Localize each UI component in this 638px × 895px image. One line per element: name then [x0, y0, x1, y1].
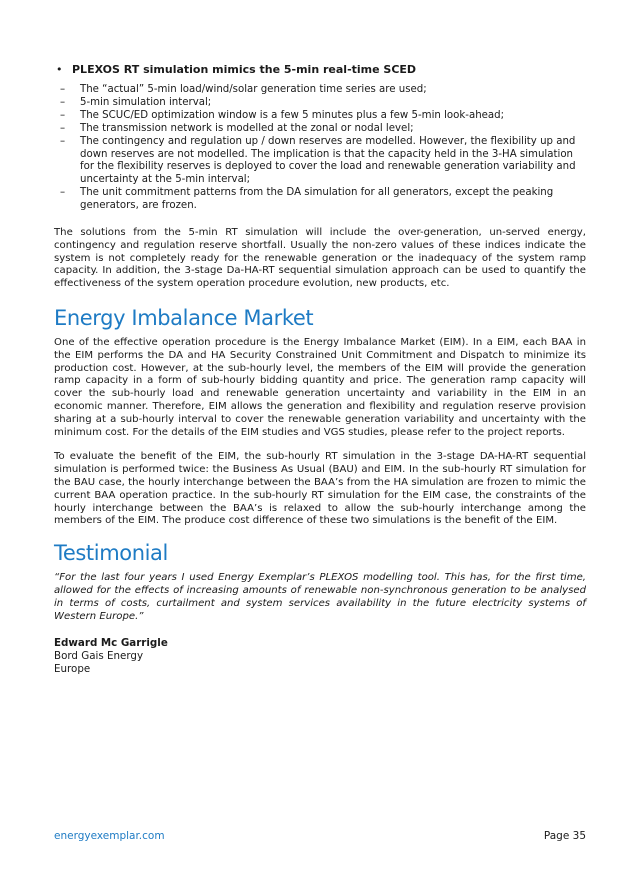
dash-marker: – — [60, 96, 66, 108]
bullet-heading-text: PLEXOS RT simulation mimics the 5-min real-time SCED — [72, 63, 417, 76]
eim-paragraph-2: To evaluate the benefit of the EIM, the sub-hourly RT simulation in the 3-stage DA-HA-RT sequential simulation is performed twice: the Business As Usual (BAU) and EIM. In the sub-hourly RT simulation for the BAU case, the hourly interchange between the BAA’s from the HA simulation are frozen to mimic the current BAA operation practice. In the sub-hourly RT simulation for the EIM case, the constraints of the hourly interchange between the BAA’s is relaxed to allow the sub-hourly interchange among the members of the EIM. The produce cost difference of these two simulations is the benefit of the EIM. — [54, 451, 586, 527]
page-content — [54, 62, 586, 676]
list-item: – The SCUC/ED optimization window is a few 5 minutes plus a few 5-min look-ahead; — [60, 109, 505, 121]
list-item: – The “actual” 5-min load/wind/solar generation time series are used; — [60, 84, 427, 95]
list-item: – The unit commitment patterns from the DA simulation for all generators, except the peaking generators, are frozen. — [60, 187, 554, 212]
eim-heading: Energy Imbalance Market — [54, 306, 314, 331]
page-footer — [54, 830, 586, 842]
eim-paragraph-1: One of the effective operation procedure is the Energy Imbalance Market (EIM). In a EIM, each BAA in the EIM performs the DA and HA Security Constrained Unit Commitment and Dispatch to minimize its production cost. However, at the sub-hourly level, the members of the EIM will provide the generation ramp capacity in a form of sub-hourly bidding quantity and price. The generation ramp capacity will cover the sub-hourly load and renewable generation uncertainty and variability in the EIM in an economic manner. Therefore, EIM allows the generation and flexibility and regulation reserve provision sharing at a sub-hourly interval to cover the renewable generation variability and uncertainty with the minimum cost. For the details of the EIM studies and VGS studies, please refer to the project reports. — [54, 337, 586, 438]
list-item: – The transmission network is modelled at the zonal or nodal level; — [60, 122, 414, 134]
list-item: – The contingency and regulation up / down reserves are modelled. However, the flexibility up and down reserves are not modelled. The implication is that the capacity held in the 3-HA simulation for the flexibility reserves is deployed to cover the load and renewable generation variability and uncertainty at the 5-min interval; — [60, 135, 576, 186]
list-item: – 5-min simulation interval; — [60, 96, 212, 108]
testimonial-heading: Testimonial — [54, 541, 168, 566]
author-name: Edward Mc Garrigle — [54, 636, 168, 649]
bullet-marker: • — [56, 63, 63, 76]
testimonial-quote: “For the last four years I used Energy Exemplar’s PLEXOS modelling tool. This has, for the first time, allowed for the effects of increasing amounts of renewable non-synchronous generation to be analysed in terms of costs, curtailment and system services availability in the future electricity systems of Western Europe.” — [54, 572, 586, 622]
dash-marker: – — [60, 109, 66, 121]
testimonial-author — [54, 637, 586, 676]
dash-marker: – — [60, 187, 66, 199]
author-region: Europe — [54, 662, 91, 675]
dash-marker: – — [60, 135, 66, 147]
rt-feature-list — [54, 84, 586, 213]
page-number: Page 35 — [543, 830, 586, 842]
dash-marker: – — [60, 122, 66, 134]
bullet-heading — [54, 62, 586, 77]
rt-solutions-paragraph: The solutions from the 5-min RT simulation will include the over-generation, un-served energy, contingency and regulation reserve shortfall. Usually the non-zero values of these indices indicate the system is not completely ready for the renewable generation or the inadequacy of the system ramp capacity. In addition, the 3-stage Da-HA-RT sequential simulation approach can be used to quantify the effectiveness of the system operation procedure evolution, new products, etc. — [54, 227, 586, 290]
dash-marker: – — [60, 84, 66, 95]
footer-website-link[interactable]: energyexemplar.com — [54, 830, 165, 842]
author-company: Bord Gais Energy — [54, 649, 144, 662]
